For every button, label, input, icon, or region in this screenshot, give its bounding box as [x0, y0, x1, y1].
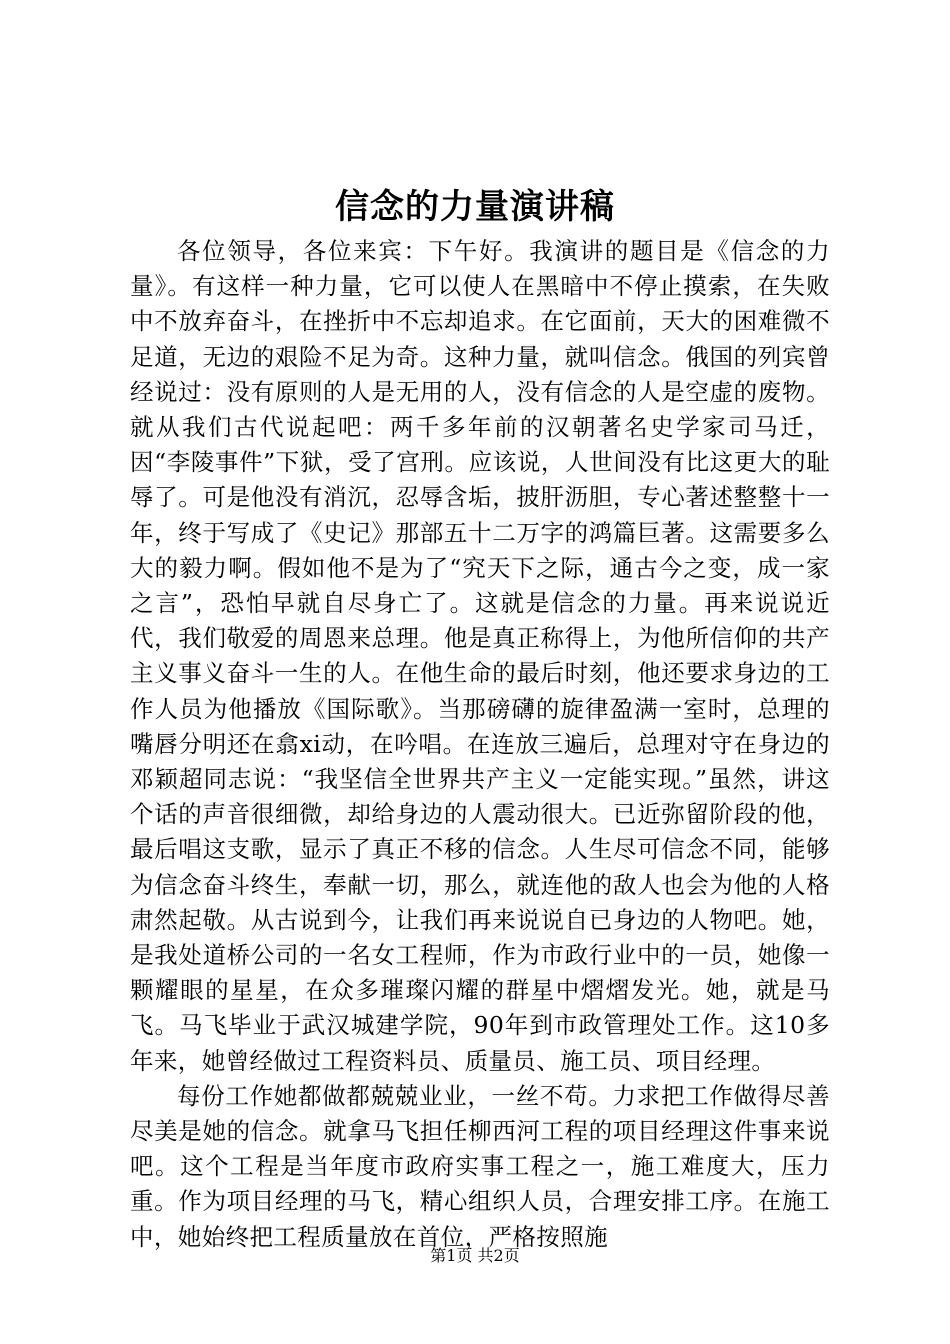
document-body	[130, 234, 830, 1255]
paragraph-2: 每份工作她都做都兢兢业业，一丝不苟。力求把工作做得尽善尽美是她的信念。就拿马飞担任柳西河工程的项目经理这件事来说吧。这个工程是当年度市政府实事工程之一，施工难度大，压力重。作为项目经理的马飞，精心组织人员，合理安排工序。在施工中，她始终把工程质量放在首位，严格按照施	[130, 1081, 830, 1251]
paragraph-1: 各位领导，各位来宾：下午好。我演讲的题目是《信念的力量》。有这样一种力量，它可以使人在黑暗中不停止摸索，在失败中不放弃奋斗，在挫折中不忘却追求。在它面前，天大的困难微不足道，无边的艰险不足为奇。这种力量，就叫信念。俄国的列宾曾经说过：没有原则的人是无用的人，没有信念的人是空虚的废物。就从我们古代说起吧：两千多年前的汉朝著名史学家司马迁，因“李陵事件”下狱，受了宫刑。应该说，人世间没有比这更大的耻辱了。可是他没有消沉，忍辱含垢，披肝沥胆，专心著述整整十一年，终于写成了《史记》那部五十二万字的鸿篇巨著。这需要多么大的毅力啊。假如他不是为了“究天下之际，通古今之变，成一家之言”，恐怕早就自尽身亡了。这就是信念的力量。再来说说近代，我们敬爱的周恩来总理。他是真正称得上，为他所信仰的共产主义事义奋斗一生的人。在他生命的最后时刻，他还要求身边的工作人员为他播放《国际歌》。当那磅礴的旋律盈满一室时，总理的嘴唇分明还在翕xi动，在吟唱。在连放三遍后，总理对守在身边的邓颖超同志说：“我坚信全世界共产主义一定能实现。”虽然，讲这个话的声音很细微，却给身边的人震动很大。已近弥留阶段的他，最后唱这支歌，显示了真正不移的信念。人生尽可信念不同，能够为信念奋斗终生，奉献一切，那么，就连他的敌人也会为他的人格肃然起敬。从古说到今，让我们再来说说自已身边的人物吧。她，是我处道桥公司的一名女工程师，作为市政行业中的一员，她像一颗耀眼的星星，在众多璀璨闪耀的群星中熠熠发光。她，就是马飞。马飞毕业于武汉城建学院，90年到市政管理处工作。这10多年来，她曾经做过工程资料员、质量员、施工员、项目经理。	[130, 237, 830, 1075]
document-title: 信念的力量演讲稿	[335, 187, 615, 227]
page-number-footer: 第1页 共2页	[430, 1246, 520, 1265]
